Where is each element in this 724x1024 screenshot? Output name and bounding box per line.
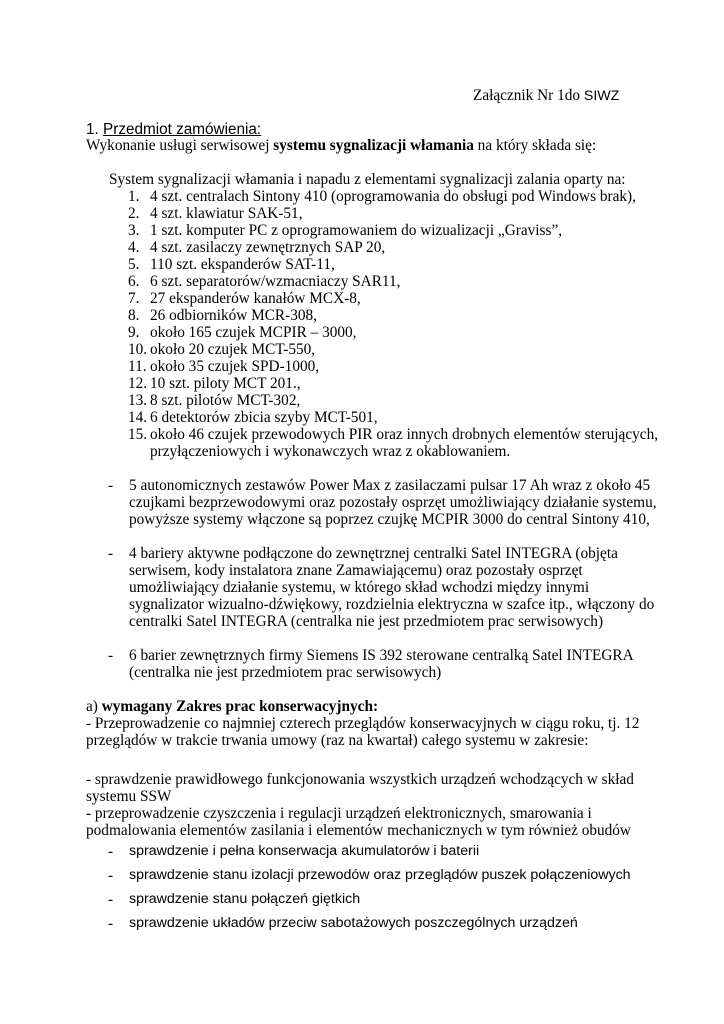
list-item: 4.: [128, 239, 140, 256]
list-item-text: 110 szt. ekspanderów SAT-11,: [150, 256, 335, 273]
dash-line: centralki Satel INTEGRA (centralka nie jest przedmiotem prac serwisowych): [129, 613, 604, 630]
list-item-text: 6 szt. separatorów/wzmacniaczy SAR11,: [150, 273, 401, 290]
final-item: sprawdzenie stanu połączeń giętkich: [129, 891, 361, 907]
list-item-text: około 20 czujek MCT-550,: [150, 341, 316, 358]
section-title: Przedmiot zamówienia:: [103, 121, 262, 138]
scope-line: - sprawdzenie prawidłowego funkcjonowania wszystkich urządzeń wchodzących w skład: [86, 771, 634, 788]
final-item: sprawdzenie układów przeciw sabotażowych poszczególnych urządzeń: [129, 915, 578, 931]
list-item: 7.: [128, 290, 140, 307]
dash-line: 6 barier zewnętrznych firmy Siemens IS 392 sterowane centralką Satel INTEGRA: [129, 647, 634, 664]
dash-marker: -: [108, 477, 114, 494]
list-item: 13.: [128, 392, 148, 409]
dash-line: serwisem, kody instalatora znane Zamawiającemu) oraz pozostały osprzęt: [129, 562, 583, 579]
section-heading: 1. Przedmiot zamówienia:: [86, 121, 262, 138]
dash-line: (centralka nie jest przedmiotem prac serwisowych): [129, 664, 442, 681]
list-item-text: 10 szt. piloty MCT 201.,: [150, 375, 301, 392]
scope-line: podmalowania elementów zasilania i elementów mechanicznych w tym również obudów: [86, 822, 631, 839]
list-item-text: około 165 czujek MCPIR – 3000,: [150, 324, 357, 341]
dash-marker: -: [108, 843, 114, 860]
list-item-text: około 35 czujek SPD-1000,: [150, 358, 320, 375]
dash-marker: -: [108, 891, 114, 908]
annex-header: Załącznik Nr 1do SIWZ: [473, 87, 620, 104]
list-item: 9.: [128, 324, 140, 341]
list-item-text: 4 szt. klawiatur SAK-51,: [150, 205, 303, 222]
scope-line: - przeprowadzenie czyszczenia i regulacji urządzeń elektronicznych, smarowania i: [86, 805, 592, 822]
dash-marker: -: [108, 915, 114, 932]
list-item: 3.: [128, 222, 140, 239]
dash-marker: -: [108, 867, 114, 884]
list-item-text: 4 szt. centralach Sintony 410 (oprogramowania do obsługi pod Windows brak),: [150, 188, 636, 205]
scope-line: systemu SSW: [86, 788, 172, 805]
list-item: 8.: [128, 307, 140, 324]
list-item: 1.: [128, 188, 140, 205]
system-intro: System sygnalizacji włamania i napadu z elementami sygnalizacji zalania oparty na:: [109, 171, 626, 188]
final-item: sprawdzenie stanu izolacji przewodów oraz przeglądów puszek połączeniowych: [129, 867, 631, 883]
list-item: 10.: [128, 341, 148, 358]
list-item-text: 4 szt. zasilaczy zewnętrznych SAP 20,: [150, 239, 386, 256]
section-a-line: - Przeprowadzenie co najmniej czterech przeglądów konserwacyjnych w ciągu roku, tj. 12: [86, 715, 640, 732]
dash-marker: -: [108, 647, 114, 664]
list-item-text: 26 odbiorników MCR-308,: [150, 307, 317, 324]
final-item: sprawdzenie i pełna konserwacja akumulatorów i baterii: [129, 843, 480, 859]
list-item: 15.: [128, 426, 148, 443]
dash-marker: -: [108, 545, 114, 562]
list-item-text: 6 detektorów zbicia szyby MCT-501,: [150, 409, 378, 426]
section-a-line: przeglądów w trakcie trwania umowy (raz na kwartał) całego systemu w zakresie:: [86, 732, 589, 749]
dash-line: sygnalizator wizualno-dźwiękowy, rozdzielnia elektryczna w szafce itp., włączony do: [129, 596, 655, 613]
list-item-continuation: przyłączeniowych i wykonawczych wraz z okablowaniem.: [150, 443, 511, 460]
dash-line: 4 bariery aktywne podłączone do zewnętrznej centralki Satel INTEGRA (objęta: [129, 545, 618, 562]
list-item-text: 1 szt. komputer PC z oprogramowaniem do wizualizacji „Graviss”,: [150, 222, 563, 239]
dash-line: umożliwiający działanie systemu, w którego skład wchodzi między innymi: [129, 579, 590, 596]
dash-line: powyższe systemy włączone są poprzez czujkę MCPIR 3000 do central Sintony 410,: [129, 511, 650, 528]
list-item: 12.: [128, 375, 148, 392]
list-item-text: około 46 czujek przewodowych PIR oraz innych drobnych elementów sterujących,: [150, 426, 659, 443]
list-item: 14.: [128, 409, 148, 426]
section-intro: Wykonanie usługi serwisowej systemu sygnalizacji włamania na który składa się:: [86, 137, 597, 154]
dash-line: czujkami bezprzewodowymi oraz pozostały osprzęt umożliwiający działanie systemu,: [129, 494, 657, 511]
list-item: 6.: [128, 273, 140, 290]
list-item: 2.: [128, 205, 140, 222]
list-item: 11.: [128, 358, 147, 375]
section-a-heading: a) wymagany Zakres prac konserwacyjnych:: [86, 698, 379, 715]
dash-line: 5 autonomicznych zestawów Power Max z zasilaczami pulsar 17 Ah wraz z około 45: [129, 477, 651, 494]
list-item-text: 8 szt. pilotów MCT-302,: [150, 392, 301, 409]
list-item: 5.: [128, 256, 140, 273]
list-item-text: 27 ekspanderów kanałów MCX-8,: [150, 290, 361, 307]
